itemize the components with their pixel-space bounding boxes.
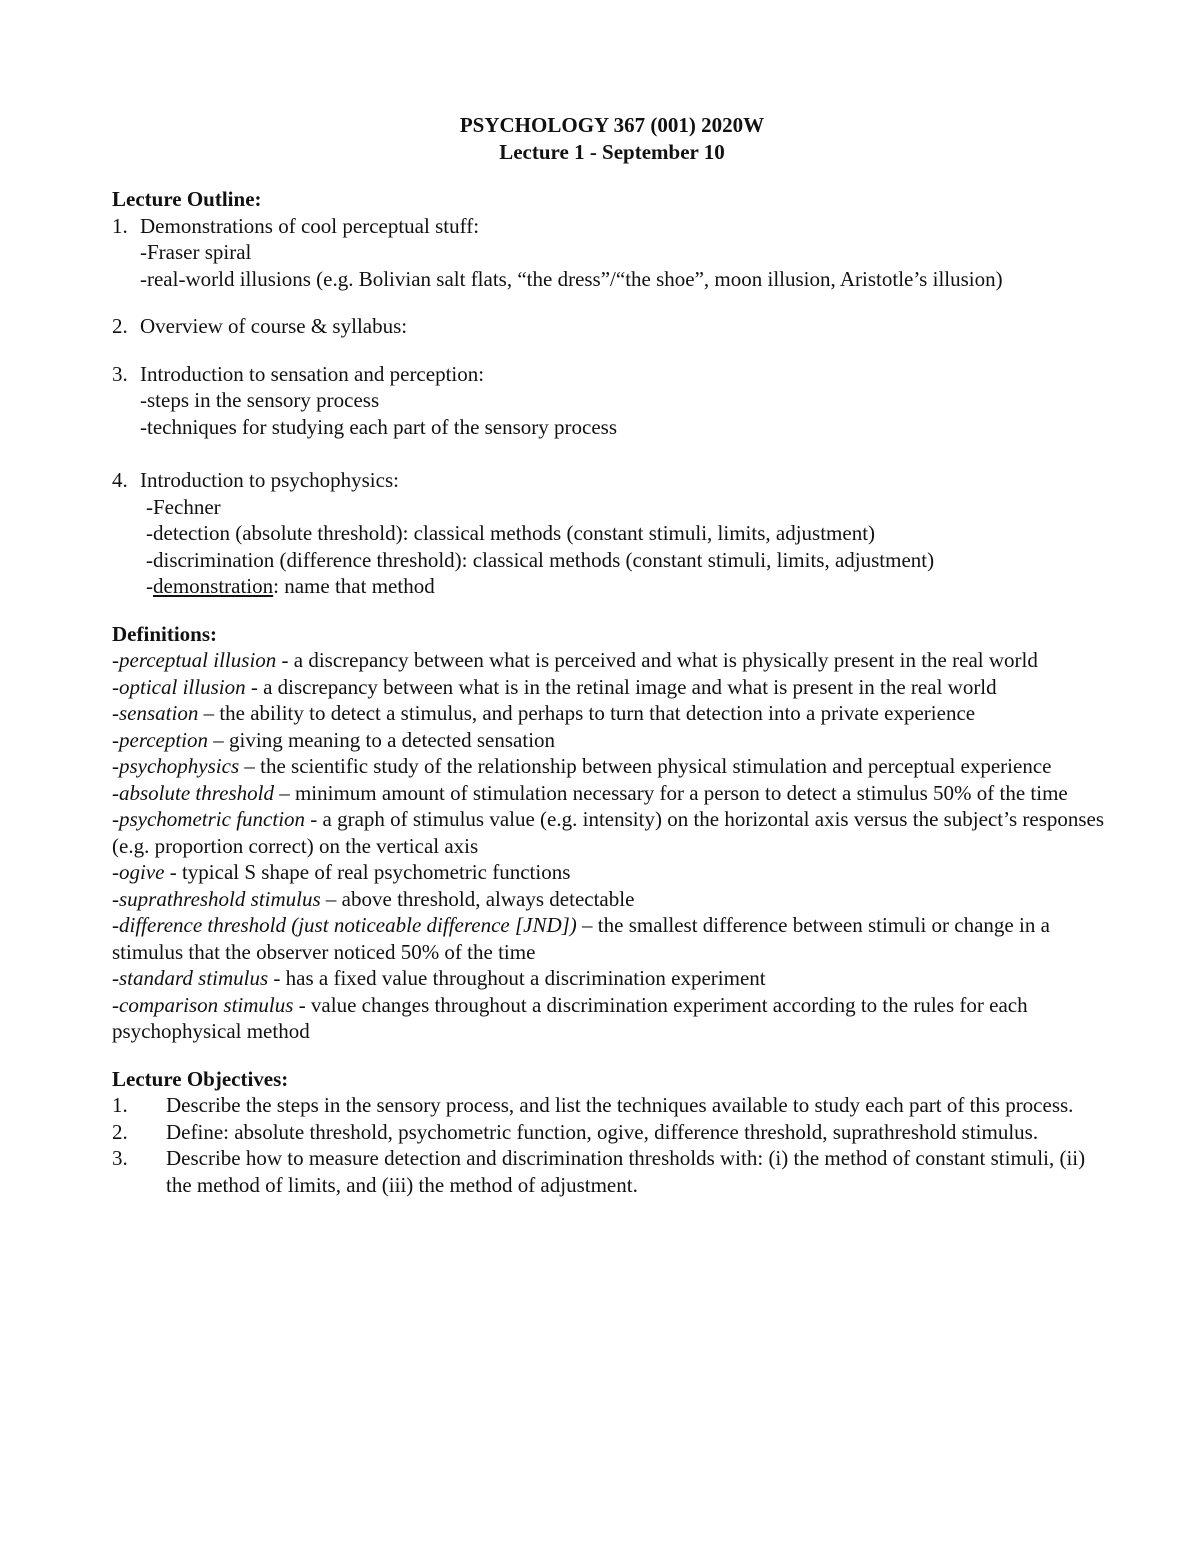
- outline-subitem: -Fraser spiral: [140, 240, 252, 264]
- definition-item: [112, 992, 1112, 1045]
- outline-item-number: 1.: [112, 213, 128, 238]
- definitions-heading: Definitions:: [112, 621, 217, 646]
- outline-subitem: -real-world illusions (e.g. Bolivian salt flats, “the dress”/“the shoe”, moon illusion, Aristotle’s illusion): [140, 266, 1003, 291]
- definition-desc: – the ability to detect a stimulus, and perhaps to turn that detection into a private experience: [198, 701, 976, 725]
- definition-item: [112, 753, 1112, 780]
- outline-item-text: Demonstrations of cool perceptual stuff:: [140, 213, 480, 238]
- definition-desc: – the scientific study of the relationship between physical stimulation and perceptual experience: [239, 754, 1052, 778]
- outline-subitem: -steps in the sensory process: [140, 388, 380, 412]
- outline-subitem-demonstration: -demonstration: name that method: [146, 574, 435, 598]
- definition-term: -sensation: [112, 701, 199, 725]
- objective-number: 2.: [112, 1119, 128, 1144]
- objective-text: Describe how to measure detection and discrimination thresholds with: (i) the method of constant stimuli, (ii) the method of limits, and (iii) the method of adjustment.: [166, 1146, 1086, 1197]
- lecture-title: Lecture 1 - September 10: [499, 139, 725, 164]
- definition-desc: - a discrepancy between what is in the retinal image and what is present in the real world: [245, 674, 997, 699]
- definition-item: [112, 965, 1112, 992]
- outline-subitem: -detection (absolute threshold): classical methods (constant stimuli, limits, adjustment): [146, 521, 876, 545]
- demonstration-link[interactable]: demonstration: [153, 574, 274, 598]
- definition-term: -optical illusion: [112, 674, 246, 699]
- outline-heading: Lecture Outline:: [112, 187, 262, 211]
- definition-term: -psychometric function: [112, 807, 306, 831]
- definition-desc: - typical S shape of real psychometric functions: [164, 860, 571, 884]
- objective-item-1: [112, 1092, 1112, 1119]
- definition-term: -standard stimulus: [112, 966, 269, 990]
- outline-item-2: [112, 313, 1112, 340]
- outline-item-4: [112, 467, 1112, 600]
- definition-desc: – giving meaning to a detected sensation: [208, 727, 556, 752]
- outline-item-number: 2.: [112, 314, 128, 338]
- outline-item-text: Introduction to psychophysics:: [140, 468, 399, 492]
- outline-subitem: -discrimination (difference threshold): classical methods (constant stimuli, limits, adjustment): [146, 547, 935, 572]
- outline-item-text: Introduction to sensation and perception:: [140, 361, 485, 386]
- definition-item: [112, 674, 1112, 701]
- definition-item: [112, 700, 1112, 727]
- definition-desc: - value changes throughout a discrimination experiment according to the rules for each psychophysical method: [112, 992, 1028, 1043]
- outline-item-number: 3.: [112, 361, 128, 386]
- definition-term: -difference threshold (just noticeable difference [JND]): [112, 913, 577, 937]
- definition-item: [112, 886, 1112, 913]
- definition-desc: – the smallest difference between stimuli or change in a stimulus that the observer noticed 50% of the time: [112, 913, 1050, 964]
- definition-term: -ogive: [112, 860, 165, 884]
- objectives-heading: Lecture Objectives:: [112, 1066, 289, 1091]
- definition-desc: - has a fixed value throughout a discrimination experiment: [268, 966, 766, 990]
- outline-subitem: -Fechner: [146, 494, 221, 519]
- definition-item: [112, 912, 1112, 965]
- definition-term: -perception: [112, 727, 209, 752]
- objective-number: 1.: [112, 1093, 128, 1117]
- definition-desc: – above threshold, always detectable: [320, 886, 635, 911]
- course-title: PSYCHOLOGY 367 (001) 2020W: [459, 113, 765, 137]
- outline-item-number: 4.: [112, 468, 128, 492]
- objective-text: Describe the steps in the sensory process, and list the techniques available to study each part of this process.: [166, 1093, 1074, 1117]
- objective-item-2: [112, 1119, 1112, 1146]
- definition-item: [112, 727, 1112, 754]
- outline-item-3: [112, 361, 1112, 441]
- definition-term: -perceptual illusion: [112, 648, 277, 672]
- definition-term: -comparison stimulus: [112, 992, 294, 1017]
- definition-term: -absolute threshold: [112, 780, 274, 805]
- outline-item-text: Overview of course & syllabus:: [140, 314, 408, 338]
- definition-item: [112, 859, 1112, 886]
- definition-term: -suprathreshold stimulus: [112, 886, 321, 911]
- objective-number: 3.: [112, 1146, 128, 1170]
- outline-subitem: -techniques for studying each part of the sensory process: [140, 414, 618, 439]
- definition-desc: – minimum amount of stimulation necessary for a person to detect a stimulus 50% of the time: [273, 780, 1068, 805]
- definition-desc: - a discrepancy between what is perceived and what is physically present in the real world: [276, 648, 1038, 672]
- definition-item: [112, 806, 1112, 859]
- definition-item: [112, 647, 1112, 674]
- outline-item-1: [112, 213, 1112, 293]
- objective-text: Define: absolute threshold, psychometric function, ogive, difference threshold, suprathreshold stimulus.: [166, 1119, 1039, 1144]
- definition-item: [112, 780, 1112, 807]
- definition-desc: - a graph of stimulus value (e.g. intensity) on the horizontal axis versus the subject’s responses (e.g. proportion correct) on the vertical axis: [112, 807, 1105, 858]
- definitions-list: [112, 647, 1112, 1045]
- definition-term: -psychophysics: [112, 754, 240, 778]
- document-page: [112, 112, 1112, 1198]
- objective-item-3: [112, 1145, 1112, 1198]
